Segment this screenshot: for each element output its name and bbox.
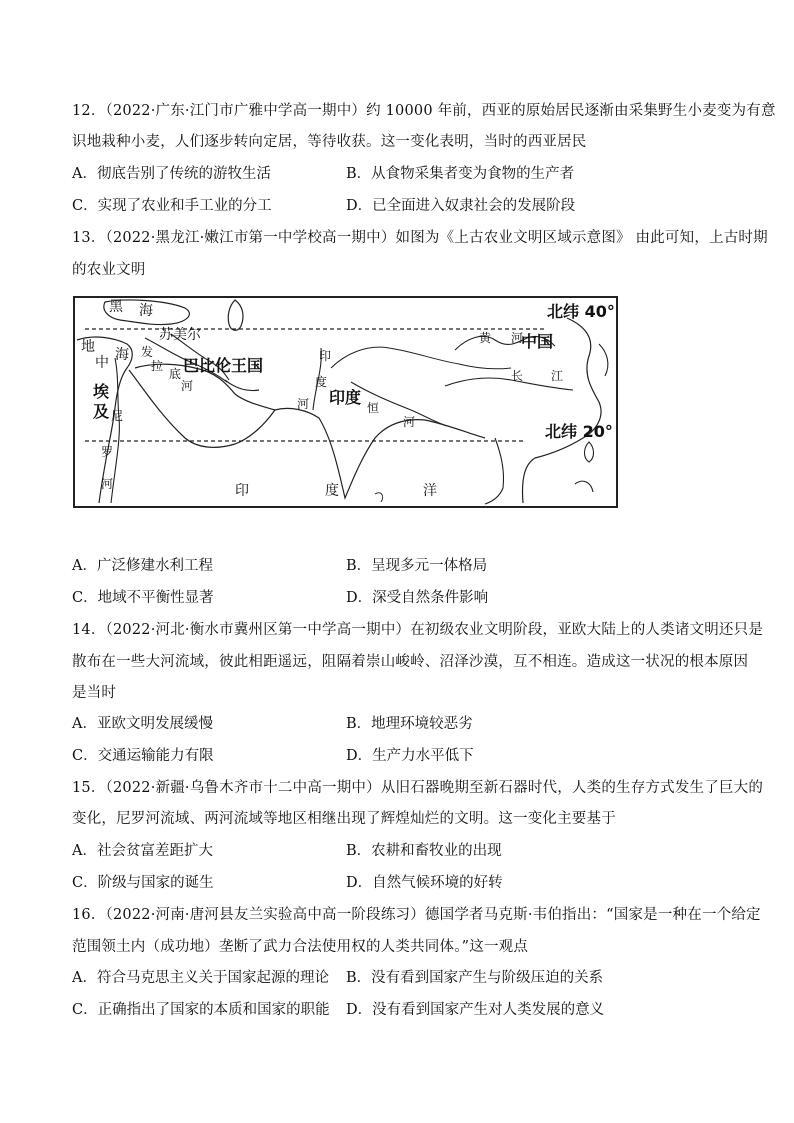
map-label-babylon: 巴比伦王国 [183,356,264,375]
map-label-india: 印度 [329,388,362,407]
map-label-chang: 长 [511,369,524,383]
map-label-he2: 河 [101,477,114,491]
q14-option-b[interactable]: B．地理环境较恶劣 [346,716,473,732]
map-label-ocean-yang: 洋 [423,483,437,499]
q13-option-c[interactable]: C．地域不平衡性显著 [72,590,214,606]
ancient-agriculture-map [73,296,618,508]
map-label-ocean-du: 度 [325,483,339,499]
q12-option-a[interactable]: A．彻底告别了传统的游牧生活 [72,166,271,182]
map-label-ocean-yin: 印 [235,483,249,499]
map-label-sumer: 苏美尔 [159,327,201,343]
q16-option-c[interactable]: C．正确指出了国家的本质和国家的职能 [72,1002,330,1018]
q14-stem-line3: 是当时 [72,685,117,701]
q16-stem-line2: 范围领土内（成功地）垄断了武力合法使用权的人类共同体。”这一观点 [72,939,529,955]
q14-option-d[interactable]: D．生产力水平低下 [346,748,474,764]
q14-stem-line1: 14．（2022·河北·衡水市冀州区第一中学高一期中）在初级农业文明阶段，亚欧大陆上的人类诸文明还只是 [72,622,764,638]
q14-stem-line2: 散布在一些大河流域，彼此相距遥远，阻隔着崇山峻岭、沼泽沙漠，互不相连。造成这一状况的根本原因 [72,654,749,670]
map-label-ni: 尼 [111,409,124,423]
map-label-he5: 河 [511,331,524,345]
map-label-luo: 罗 [101,445,114,459]
map-label-he3: 河 [297,397,310,411]
q12-stem-line1: 12．（2022·广东·江门市广雅中学高一期中）约 10000 年前，西亚的原始居民逐渐由采集野生小麦变为有意 [72,103,776,119]
map-label-china: 中国 [521,332,554,351]
q16-option-b[interactable]: B．没有看到国家产生与阶级压迫的关系 [346,970,604,986]
map-label-lat20: 北纬 20° [545,422,613,441]
map-label-yin1: 印 [319,349,332,363]
q15-stem-line1: 15．（2022·新疆·乌鲁木齐市十二中高一期中）从旧石器晚期至新石器时代，人类的生存方式发生了巨大的 [72,780,764,796]
map-label-ji: 及 [93,402,110,421]
map-label-heng: 恒 [367,401,380,415]
map-label-he1: 河 [181,379,194,393]
q14-option-c[interactable]: C．交通运输能力有限 [72,748,214,764]
q15-option-a[interactable]: A．社会贫富差距扩大 [72,843,213,859]
q15-option-b[interactable]: B．农耕和畜牧业的出现 [346,843,502,859]
map-label-he4: 河 [403,415,416,429]
map-label-hei: 黑 [109,299,123,315]
q15-option-c[interactable]: C．阶级与国家的诞生 [72,875,214,891]
q15-stem-line2: 变化，尼罗河流域、两河流域等地区相继出现了辉煌灿烂的文明。这一变化主要基于 [72,811,616,827]
map-label-huang: 黄 [479,331,492,345]
map-label-jiang: 江 [551,369,564,383]
q13-stem-line2: 的农业文明 [72,262,146,278]
q12-option-c[interactable]: C．实现了农业和手工业的分工 [72,198,272,214]
q13-option-a[interactable]: A．广泛修建水利工程 [72,558,213,574]
map-label-aiji: 埃 [93,382,110,401]
q16-stem-line1: 16．（2022·河南·唐河县友兰实验高中高一阶段练习）德国学者马克斯·韦伯指出：“国家是一种在一个给定 [72,907,761,923]
q13-stem-line1: 13．（2022·黑龙江·嫩江市第一中学校高一期中）如图为《上古农业文明区域示意图》 由此可知，上古时期 [72,230,768,246]
map-label-hai2: 海 [115,347,129,363]
map-label-hai1: 海 [139,303,153,319]
q16-option-d[interactable]: D．没有看到国家产生对人类发展的意义 [346,1002,605,1018]
q12-option-d[interactable]: D．已全面进入奴隶社会的发展阶段 [346,198,576,214]
map-label-di2: 底 [169,367,182,381]
map-label-lat40: 北纬 40° [547,302,615,321]
map-label-di: 地 [81,339,95,355]
map-label-fa: 发 [141,345,154,359]
q12-stem-line2: 识地栽种小麦，人们逐步转向定居，等待收获。这一变化表明，当时的西亚居民 [72,134,587,150]
q14-option-a[interactable]: A．亚欧文明发展缓慢 [72,716,213,732]
q12-option-b[interactable]: B．从食物采集者变为食物的生产者 [346,166,575,182]
map-label-la: 拉 [151,359,164,373]
q13-option-d[interactable]: D．深受自然条件影响 [346,590,489,606]
map-label-du1: 度 [315,375,328,389]
map-label-zhong: 中 [95,355,109,371]
q16-option-a[interactable]: A．符合马克思主义关于国家起源的理论 [72,970,329,986]
q15-option-d[interactable]: D．自然气候环境的好转 [346,875,503,891]
q13-option-b[interactable]: B．呈现多元一体格局 [346,558,488,574]
